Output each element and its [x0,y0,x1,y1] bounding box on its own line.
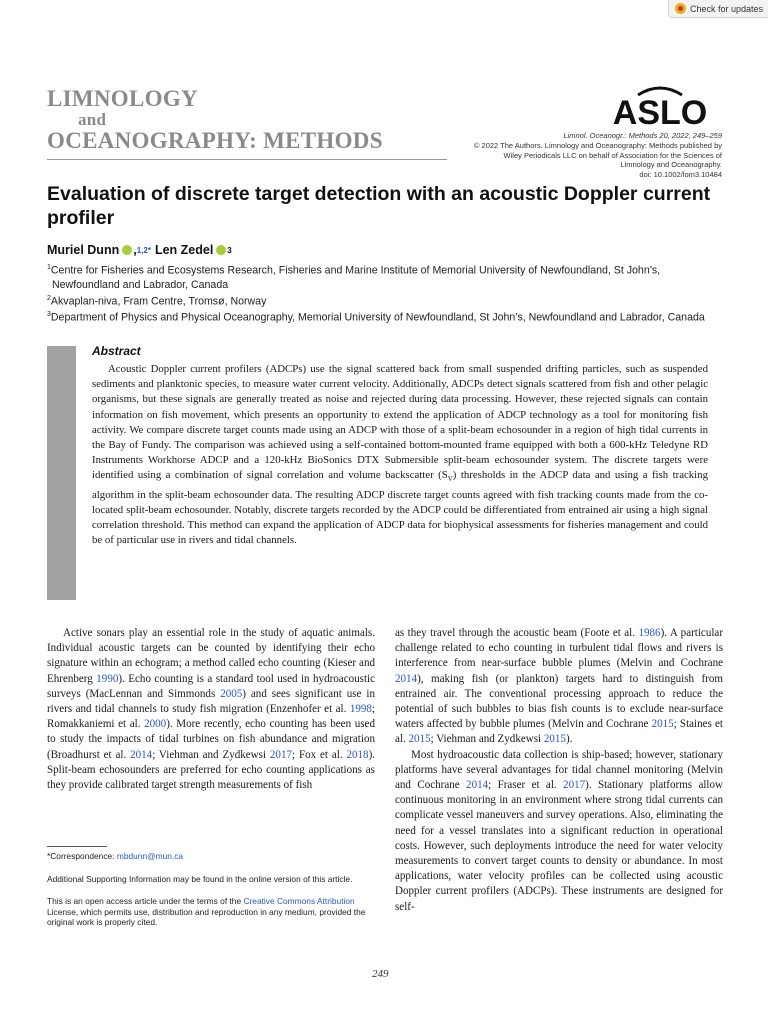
author-list [47,243,232,257]
journal-name [47,87,383,153]
correspondence-ref[interactable]: * [147,245,151,255]
citation-link[interactable]: 2000 [144,718,167,731]
journal-line-2: and [78,110,107,129]
abstract-text: Acoustic Doppler current profilers (ADCPs) use the signal scattered back from small suspended drifting particles, such as suspended sediments and planktonic species, to measure water current velocity. Additionally, ADCPs detect signals scattered from fish and other pelagic organisms, but these signals are generally treated as noise and rejected during data processing. However, these rejected signals can contain information on fish movement, which presents an opportunity to extend the application of ADCP technology as a tool for monitoring fish activity. We compare discrete target counts made using an ADCP with those of a split-beam echosounder in a region of high tidal currents in the Bay of Fundy. The comparison was achieved using a self-contained bottom-mounted frame equipped with both a 600-kHz Teledyne RD Instruments Workhorse ADCP and a 120-kHz BioSonics DTX Submersible split-beam echosounder system. The discrete targets were identified using a combination of signal correlation and volume backscatter $(S_V)$ thresholds in the ADCP data and using a fish tracking algorithm in the split-beam echosounder data. The resulting ADCP discrete target counts agreed with fish tracking counts made from the co-located split-beam echosounder. Notably, discrete targets recorded by the ADCP could be differentiated from entrained air using a high signal correlation threshold. This method can expand the application of ADCP data for biophysical assessments for fisheries management and could be of particular use in rivers and tidal channels. [92,363,708,547]
article-title: Evaluation of discrete target detection with an acoustic Doppler current profiler [47,183,711,229]
aslo-logo-text: ASLO [612,94,708,127]
affiliation-2: $^2$Akvaplan-niva, Fram Centre, Tromsø, Norway [47,294,267,308]
correspondence-note: *Correspondence: mbdunn@mun.ca [47,851,184,861]
check-for-updates-button[interactable] [668,0,768,18]
correspondence-email-link[interactable]: mbdunn@mun.ca [116,851,184,861]
citation-link[interactable]: 2017 [563,779,586,792]
orcid-icon[interactable] [122,245,132,255]
citation-link[interactable]: 1998 [349,703,372,716]
supporting-info-note: Additional Supporting Information may be found in the online version of this article. [47,873,353,884]
footnote-rule [47,846,107,847]
citation-link[interactable]: 2017 [269,748,292,761]
citation-line-1: Limnol. Oceanogr.: Methods 20, 2022, 249–259 [563,131,722,140]
citation-link[interactable]: 2015 [543,733,566,746]
author-name-dunn: Muriel Dunn [47,243,120,257]
body-paragraph: Most hydroacoustic data collection is ship-based; however, stationary platforms have several advantages for tidal channel monitoring (Melvin and Cochrane 2014; Fraser et al. 2017). Stationary platforms allow continuous monitoring in an environment where strong tidal currents can complicate vessel maneuvers and survey operations. Also, eliminating the need for a vessel translates into a significant reduction in operational costs. However, such deployments introduce the need for water velocity measurements to convert target counts to density or abundance. In most applications, water velocity profiles can be collected using acoustic Doppler current profilers (ADCPs). These instruments are designed for self- [395,748,724,913]
affiliation-ref-zedel: 3 [227,245,232,255]
check-for-updates-label: Check for updates [690,3,764,14]
header-rule [47,159,447,160]
citation-link[interactable]: 2014 [130,748,153,761]
abstract-heading: Abstract [92,344,141,358]
citation-link[interactable]: 2015 [651,718,674,731]
citation-line-3: Wiley Periodicals LLC on behalf of Association for the Sciences of [503,150,722,160]
footnotes [47,851,377,940]
body-column-right [395,626,723,915]
affiliations [47,261,707,325]
orcid-icon[interactable] [216,245,226,255]
body-paragraph: as they travel through the acoustic beam (Foote et al. 1986). A particular challenge related to echo counting in turbulent tidal flows and rivers is interference from near-surface bubble plumes (Melvin and Cochrane 2014), making fish (or plankton) targets hard to distinguish from entrained air. The conventional processing approach to reduce the potential of such bubbles to bias fish counts is to exclude near-surface waters affected by bubble plumes (Melvin and Cochrane 2015; Staines et al. 2015; Viehman and Zydkewsi 2015). [395,627,723,746]
license-link[interactable]: Creative Commons Attribution [243,896,355,907]
citation-link[interactable]: 2005 [220,687,243,700]
affiliation-1: $^1$Centre for Fisheries and Ecosystems Research, Fisheries and Marine Institute of Memorial University of Newfoundland, St John’s, Newfoundland and Labrador, Canada [47,264,661,291]
journal-line-1: LIMNOLOGY [47,86,198,111]
page-number: 249 [372,968,389,980]
citation-line-4: Limnology and Oceanography. [620,160,722,170]
affiliation-ref-dunn[interactable]: 1,2 [136,245,148,255]
aslo-logo [598,85,722,127]
citation-link[interactable]: 2018 [346,748,369,761]
citation-link[interactable]: 1990 [96,672,119,685]
citation-link[interactable]: 2015 [408,733,431,746]
citation-doi[interactable]: doi: 10.1002/lom3.10484 [639,170,722,180]
citation-link[interactable]: 2014 [395,672,418,685]
crossmark-icon [675,3,686,14]
citation-link[interactable]: 1986 [638,627,661,639]
citation-link[interactable]: 2014 [466,779,489,792]
author-name-zedel: Len Zedel [154,243,214,257]
body-column-left: Active sonars play an essential role in the study of aquatic animals. Individual acoustic targets can be counted by identifying their echo signature within an echogram; a method called echo counting (Kieser and Ehrenberg 1990). Echo counting is a standard tool used in hydroacoustic surveys (MacLennan and Simmonds 2005) and sees significant use in rivers and tidal channels to study fish migration (Enzenhofer et al. 1998; Romakkaniemi et al. 2000). More recently, echo counting has been used to study the impacts of tidal turbines on fish abundance and migration (Broadhurst et al. 2014; Viehman and Zydkewsi 2017; Fox et al. 2018). Split-beam echosounders are preferred for echo counting applications as they provide calibrated target strength measurements of fish [47,627,376,792]
open-access-note: This is an open access article under the terms of the Creative Commons Attribution License, which permits use, distribution and reproduction in any medium, provided the original work is properly cited. [47,896,366,928]
citation-block [422,131,722,180]
journal-line-3: OCEANOGRAPHY: METHODS [47,128,383,153]
affiliation-3: $^3$Department of Physics and Physical Oceanography, Memorial University of Newfoundland, St John’s, Newfoundland and Labrador, Canada [47,311,705,324]
citation-line-2: © 2022 The Authors. Limnology and Oceanography: Methods published by [473,140,722,150]
abstract-sidebar [47,346,76,600]
author-separator: , [133,243,137,257]
